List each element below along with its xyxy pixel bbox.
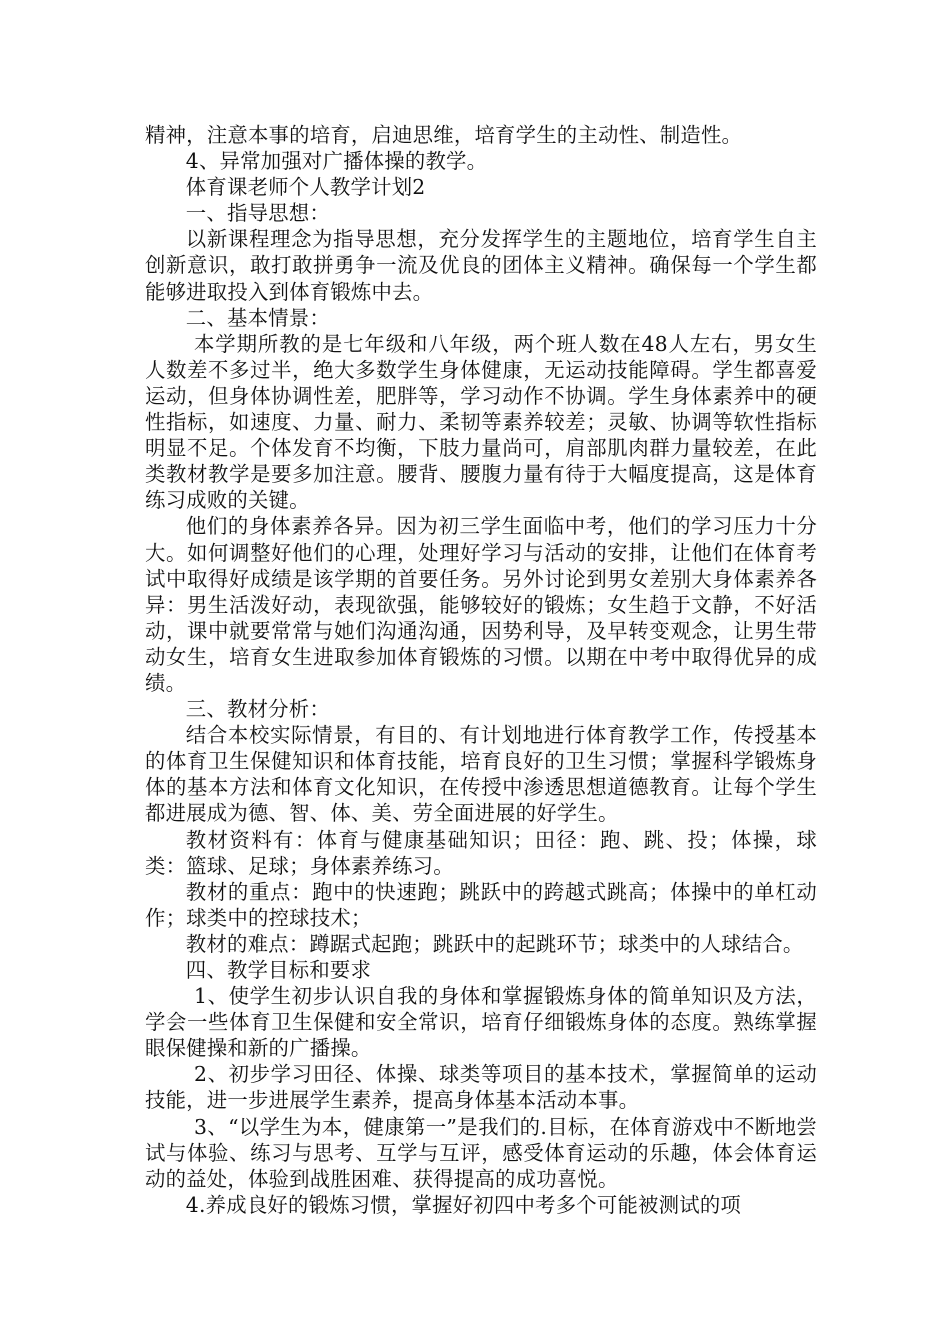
paragraph-p10: 教材资料有：体育与健康基础知识；田径：跑、跳、投；体操，球类：篮球、足球；身体素养练习。 bbox=[145, 827, 817, 878]
paragraph-p9: 结合本校实际情景，有目的、有计划地进行体育教学工作，传授基本的体育卫生保健知识和体育技能，培育良好的卫生习惯；掌握科学锻炼身体的基本方法和体育文化知识，在传授中渗透思想道德教育。让每个学生都进展成为德、智、体、美、劳全面进展的好学生。 bbox=[145, 723, 817, 826]
paragraph-p7: 他们的身体素养各异。因为初三学生面临中考，他们的学习压力十分大。如何调整好他们的心理，处理好学习与活动的安排，让他们在体育考试中取得好成绩是该学期的首要任务。另外讨论到男女差别大身体素养各异：男生活泼好动，表现欲强，能够较好的锻炼；女生趋于文静，不好活动，课中就要常常与她们沟通沟通，因势利导，及早转变观念，让男生带动女生，培育女生进取参加体育锻炼的习惯。以期在中考中取得优异的成绩。 bbox=[145, 514, 817, 695]
paragraph-p8: 三、教材分析： bbox=[185, 697, 330, 722]
paragraph-p6: 本学期所教的是七年级和八年级，两个班人数在48人左右，男女生人数差不多过半，绝大多数学生身体健康，无运动技能障碍。学生都喜爱运动，但身体协调性差，肥胖等，学习动作不协调。学生身体素养中的硬性指标，如速度、力量、耐力、柔韧等素养较差；灵敏、协调等软性指标明显不足。个体发育不均衡，下肢力量尚可，肩部肌肉群力量较差，在此类教材教学是要多加注意。腰背、腰腹力量有待于大幅度提高，这是体育练习成败的关键。 bbox=[145, 331, 817, 513]
document-body bbox=[145, 122, 817, 1218]
paragraph-p14: 1、使学生初步认识自我的身体和掌握锻炼身体的简单知识及方法，学会一些体育卫生保健和安全常识，培育仔细锻炼身体的态度。熟练掌握眼保健操和新的广播操。 bbox=[145, 984, 817, 1061]
paragraph-p16: 3、“以学生为本，健康第一”是我们的.目标，在体育游戏中不断地尝试与体验、练习与思考、互学与互评，感受体育运动的乐趣，体会体育运动的益处，体验到战胜困难、获得提高的成功喜悦。 bbox=[145, 1114, 817, 1191]
paragraph-p11: 教材的重点：跑中的快速跑；跳跃中的跨越式跳高；体操中的单杠动作；球类中的控球技术； bbox=[145, 879, 817, 930]
paragraph-p4: 以新课程理念为指导思想，充分发挥学生的主题地位，培育学生自主创新意识，敢打敢拼勇争一流及优良的团体主义精神。确保每一个学生都能够进取投入到体育锻炼中去。 bbox=[145, 227, 817, 304]
paragraph-p1: 4、异常加强对广播体操的教学。 bbox=[185, 149, 488, 174]
paragraph-p2: 体育课老师个人教学计划2 bbox=[185, 175, 426, 200]
paragraph-p15: 2、初步学习田径、体操、球类等项目的基本技术，掌握简单的运动技能，进一步进展学生素养，提高身体基本活动本事。 bbox=[145, 1062, 817, 1113]
paragraph-p12: 教材的难点：蹲踞式起跑；跳跃中的起跳环节；球类中的人球结合。 bbox=[185, 931, 804, 956]
paragraph-p13: 四、教学目标和要求 bbox=[185, 958, 372, 982]
paragraph-p17: 4.养成良好的锻炼习惯，掌握好初四中考多个可能被测试的项 bbox=[185, 1192, 742, 1217]
paragraph-p5: 二、基本情景： bbox=[185, 305, 330, 330]
paragraph-p0: 精神，注意本事的培育，启迪思维，培育学生的主动性、制造性。 bbox=[145, 123, 743, 147]
paragraph-p3: 一、指导思想： bbox=[185, 201, 330, 226]
